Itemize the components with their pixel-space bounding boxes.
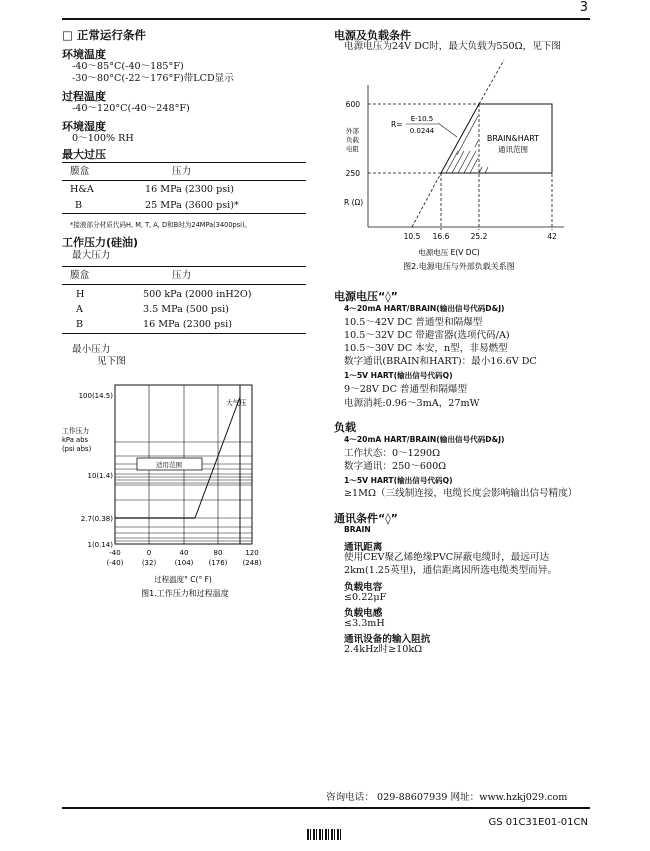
load-line-2: 数字通讯：250～600Ω (344, 461, 447, 472)
inductance-heading: 负载电感 (344, 608, 383, 619)
fig1-xtick-1: -40 (109, 549, 121, 557)
distance-line-1: 使用CEV聚乙烯绝缘PVC屏蔽电缆时，最远可达 (344, 552, 550, 563)
op-row-1-pressure: 16 MPa (2300 psi) (145, 184, 234, 195)
fig1-xtick-2: 0 (146, 549, 152, 557)
wp-header-capsule: 膜盒 (70, 270, 90, 281)
fig2-ytick-600: 600 (345, 100, 360, 109)
inductance-line: ≤3.3mH (344, 618, 385, 629)
process-heading: 过程温度 (62, 90, 106, 103)
wp-table-bottom-rule (62, 333, 306, 334)
op-table-top-rule (62, 162, 306, 163)
fig1-ytick-2.7: 2.7(0.38) (80, 515, 113, 523)
distance-line-2: 2km(1.25英里)，通信距离因所选电缆类型而异。 (344, 565, 557, 576)
min-pressure-label: 最小压力 (72, 344, 111, 355)
humidity-heading: 环境湿度 (62, 120, 106, 133)
fig1-xtick-b1: (-40) (106, 559, 124, 567)
power-line-6: 电源消耗:0.96～3mA，27mW (344, 398, 480, 409)
fig2-ylabel-2: 负载 (346, 136, 359, 144)
fig1-ytick-10: 10(1.4) (87, 472, 113, 480)
fig1-xtick-b3: (104) (174, 559, 194, 567)
see-below-label: 见下图 (97, 356, 126, 367)
fig2-formula-pointer (438, 123, 457, 137)
wp-row-2-capsule: A (76, 304, 83, 315)
fig2-xtick-10.5: 10.5 (403, 232, 421, 241)
fig2-ytick-250: 250 (345, 169, 360, 178)
process-line: -40～120°C(-40～248°F) (72, 103, 190, 114)
fig1-xtick-3: 40 (179, 549, 189, 557)
page-number: 3 (579, 0, 588, 15)
power-line-4: 数字通讯(BRAIN和HART)：最小16.6V DC (344, 356, 537, 367)
power-line-3: 10.5～30V DC 本安，n型，非易燃型 (344, 343, 508, 354)
fig1-xtick-b2: (32) (141, 559, 157, 567)
comm-sub: BRAIN (344, 525, 371, 534)
load-line-3: ≥1MΩ（三线制连接，电缆长度会影响输出信号精度） (344, 488, 578, 499)
fig1-xtick-5: 120 (245, 549, 259, 557)
fig1-xtick-b4: (176) (208, 559, 228, 567)
op-header-pressure: 压力 (172, 166, 192, 177)
fig2-caption: 图2.电源电压与外部负载关系图 (403, 262, 515, 271)
figure-1-chart (60, 378, 310, 603)
load-sub-2: 1～5V HART(输出信号代码Q) (344, 476, 453, 485)
wp-row-3-capsule: B (76, 319, 84, 330)
overpressure-heading: 最大过压 (62, 148, 106, 161)
power-heading: 电源电压“◊” (334, 290, 398, 303)
op-row-1-capsule: H&A (70, 184, 94, 195)
op-header-capsule: 膜盒 (70, 166, 90, 177)
wp-table-header-rule (62, 284, 306, 285)
power-sub-1: 4～20mA HART/BRAIN(输出信号代码D&J) (344, 304, 505, 313)
op-row-2-pressure: 25 MPa (3600 psi)* (145, 200, 239, 211)
barcode-icon (307, 829, 343, 840)
ambient-line-1: -40～85°C(-40～185°F) (72, 61, 184, 72)
wp-row-3-pressure: 16 MPa (2300 psi) (143, 319, 232, 330)
power-line-1: 10.5～42V DC 普通型和隔爆型 (344, 317, 483, 328)
doc-id: GS 01C31E01-01CN (488, 817, 588, 828)
supply-heading: 电源及负载条件 (334, 29, 411, 42)
capacitance-line: ≤0.22μF (344, 592, 387, 603)
wp-header-pressure: 压力 (172, 270, 192, 281)
fig1-ylabel-3: (psi abs) (62, 445, 92, 453)
footer-rule (62, 807, 590, 809)
power-sub-2: 1～5V HART(输出信号代码Q) (344, 371, 453, 380)
fig1-ytick-1: 1(0.14) (87, 541, 113, 549)
fig1-ylabel-2: kPa abs (62, 436, 89, 444)
wp-row-1-capsule: H (76, 289, 85, 300)
fig1-atm-label: 大气压 (226, 399, 247, 407)
fig2-region-line-1: BRAIN&HART (486, 134, 540, 143)
working-pressure-heading: 工作压力(硅油) (62, 236, 139, 249)
footer-contact: 咨询电话： 029-88607939 网址：www.hzkj029.com (326, 792, 568, 803)
fig2-xtick-25.2: 25.2 (470, 232, 488, 241)
figure-2-chart (334, 55, 590, 280)
fig1-xtick-4: 80 (213, 549, 223, 557)
impedance-heading: 通讯设备的输入阻抗 (344, 634, 431, 645)
top-rule (62, 18, 590, 20)
fig2-ylabel-1: 外部 (346, 127, 359, 135)
humidity-line: 0～100% RH (72, 133, 134, 144)
fig1-ylabel-1: 工作压力 (62, 427, 90, 435)
impedance-line: 2.4kHz时≥10kΩ (344, 644, 423, 655)
ambient-heading: 环境温度 (62, 48, 106, 61)
op-footnote: *接液部分材质代码H, M, T, A, D和B时为24MPa(3400psi)。 (70, 221, 252, 229)
comm-heading: 通讯条件“◊” (334, 512, 398, 525)
fig1-xtick-b5: (248) (242, 559, 262, 567)
power-line-5: 9～28V DC 普通型和隔爆型 (344, 384, 468, 395)
op-table-bottom-rule (62, 213, 306, 214)
fig2-r-axis: R (Ω) (344, 198, 364, 207)
section-title: □ 正常运行条件 (62, 28, 146, 42)
load-heading: 负载 (334, 421, 356, 434)
ambient-line-2: -30～80°C(-22～176°F)带LCD显示 (72, 73, 234, 84)
wp-row-2-pressure: 3.5 MPa (500 psi) (143, 304, 229, 315)
fig1-ytick-100: 100(14.5) (78, 392, 113, 400)
fig2-xlabel: 电源电压 E(V DC) (418, 248, 480, 257)
fig2-xtick-42: 42 (547, 232, 557, 241)
fig2-ylabel-3: 电阻 (346, 145, 359, 153)
fig2-xtick-16.6: 16.6 (432, 232, 450, 241)
fig2-formula-r: R= (391, 120, 403, 129)
capacitance-heading: 负载电容 (344, 582, 383, 593)
fig2-formula-den: 0.0244 (409, 127, 435, 135)
op-table-header-rule (62, 180, 306, 181)
fig1-range-label: 适用范围 (156, 461, 182, 469)
fig2-region-line-2: 通讯范围 (498, 145, 528, 154)
fig2-formula-num: E-10.5 (410, 115, 434, 123)
wp-table-top-rule (62, 266, 306, 267)
distance-heading: 通讯距离 (344, 542, 383, 553)
op-row-2-capsule: B (75, 200, 83, 211)
fig1-caption: 图1.工作压力和过程温度 (141, 589, 229, 598)
power-line-2: 10.5～32V DC 带避雷器(选项代码/A) (344, 330, 510, 341)
wp-row-1-pressure: 500 kPa (2000 inH2O) (143, 289, 252, 300)
supply-desc: 电源电压为24V DC时，最大负载为550Ω，见下图 (344, 41, 561, 52)
max-pressure-label: 最大压力 (72, 250, 111, 261)
load-sub-1: 4～20mA HART/BRAIN(输出信号代码D&J) (344, 435, 505, 444)
fig1-xlabel: 过程温度° C(° F) (154, 575, 212, 584)
load-line-1: 工作状态：0～1290Ω (344, 448, 441, 459)
